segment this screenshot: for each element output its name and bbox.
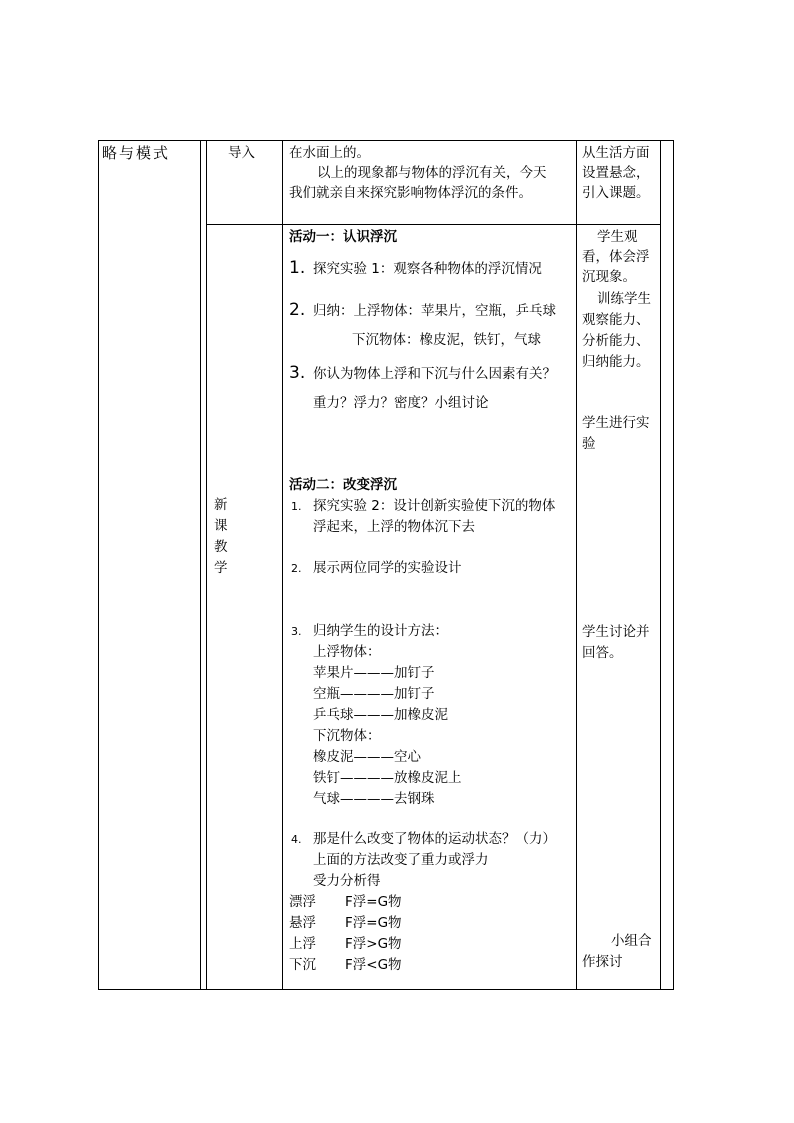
state-name: 上浮 — [289, 936, 316, 952]
table-border-top — [98, 140, 674, 141]
stage-char: 学 — [214, 560, 228, 576]
a2-item4-line2: 上面的方法改变了重力或浮力 — [313, 852, 489, 868]
intro-note-line-1: 从生活方面 — [582, 145, 650, 161]
a2-item4-line3: 受力分析得 — [313, 873, 381, 889]
col-line-5a — [660, 140, 661, 990]
activity1-title: 活动一：认识浮沉 — [289, 229, 397, 245]
stage-intro-label: 导入 — [228, 145, 255, 161]
state-formula: F浮>G物 — [345, 936, 402, 952]
intro-note-line-2: 设置悬念， — [582, 165, 650, 181]
note-observe-line: 观察能力、 — [582, 312, 650, 328]
state-name: 悬浮 — [289, 915, 316, 931]
note-discuss-line: 学生讨论并 — [582, 624, 650, 640]
note-group-line: 作探讨 — [582, 954, 623, 970]
col-line-left — [98, 140, 99, 990]
note-discuss-line: 回答。 — [582, 645, 623, 661]
a1-item2-text: 归纳：上浮物体：苹果片，空瓶，乒乓球 — [313, 303, 556, 319]
state-formula: F浮=G物 — [345, 915, 402, 931]
note-group-line: 小组合 — [611, 933, 652, 949]
a1-item3-cont: 重力？浮力？密度？小组讨论 — [313, 395, 489, 411]
sink-head: 下沉物体： — [313, 728, 381, 744]
state-name: 下沉 — [289, 957, 316, 973]
a1-item3-num: 3. — [289, 363, 306, 383]
note-experiment-line: 验 — [582, 436, 596, 452]
a2-item3-text: 归纳学生的设计方法： — [313, 623, 448, 639]
note-observe-line: 看，体会浮 — [582, 249, 650, 265]
a2-item4-num: 4. — [291, 833, 302, 846]
a2-item4-line1: 那是什么改变了物体的运动状态？（力） — [313, 831, 556, 847]
col-line-2a — [200, 140, 201, 990]
sink-row: 橡皮泥———空心 — [313, 749, 421, 765]
a2-item1-num: 1. — [291, 500, 302, 513]
stage-char: 新 — [214, 497, 228, 513]
a2-item3-num: 3. — [291, 625, 302, 638]
float-row: 苹果片———加钉子 — [313, 665, 435, 681]
a1-item3-text: 你认为物体上浮和下沉与什么因素有关？ — [313, 366, 556, 382]
col-line-5b — [673, 140, 674, 990]
stage-char: 教 — [214, 539, 228, 555]
col-line-4 — [576, 140, 577, 990]
note-observe-line: 沉现象。 — [582, 269, 636, 285]
sink-row: 气球————去钢珠 — [313, 791, 435, 807]
activity2-title: 活动二：改变浮沉 — [289, 477, 397, 493]
a2-item2-num: 2. — [291, 562, 302, 575]
stage-new-lesson-label — [214, 495, 234, 579]
intro-line-3: 我们就亲自来探究影响物体浮沉的条件。 — [289, 185, 532, 201]
a1-item1-text: 探究实验 1：观察各种物体的浮沉情况 — [313, 261, 542, 277]
float-row: 乒乓球———加橡皮泥 — [313, 707, 448, 723]
a1-item2-num: 2. — [289, 300, 306, 320]
intro-line-1: 在水面上的。 — [289, 145, 370, 161]
state-formula: F浮<G物 — [345, 957, 402, 973]
a1-item2-cont: 下沉物体：橡皮泥，铁钉，气球 — [352, 332, 541, 348]
state-name: 漂浮 — [289, 894, 316, 910]
a2-item1-line1: 探究实验 2：设计创新实验使下沉的物体 — [313, 498, 556, 514]
note-experiment-line: 学生进行实 — [582, 415, 650, 431]
col-line-3 — [282, 140, 283, 990]
stage-char: 课 — [214, 518, 228, 534]
note-observe-line: 分析能力、 — [582, 333, 650, 349]
sink-row: 铁钉————放橡皮泥上 — [313, 770, 462, 786]
table-border-bottom — [98, 989, 674, 990]
col-line-2b — [206, 140, 207, 990]
note-observe-line: 学生观 — [597, 229, 638, 245]
a2-item2-text: 展示两位同学的实验设计 — [313, 560, 462, 576]
float-head: 上浮物体： — [313, 644, 381, 660]
intro-line-2: 以上的现象都与物体的浮沉有关，今天 — [317, 165, 547, 181]
strategy-mode-label: 略与模式 — [102, 144, 171, 162]
a2-item1-line2: 浮起来，上浮的物体沉下去 — [313, 519, 475, 535]
note-observe-line: 训练学生 — [597, 291, 651, 307]
a1-item1-num: 1. — [289, 258, 306, 278]
note-observe-line: 归纳能力。 — [582, 354, 650, 370]
intro-note-line-3: 引入课题。 — [582, 185, 650, 201]
row-divider — [206, 224, 660, 225]
float-row: 空瓶————加钉子 — [313, 686, 435, 702]
state-formula: F浮=G物 — [345, 894, 402, 910]
